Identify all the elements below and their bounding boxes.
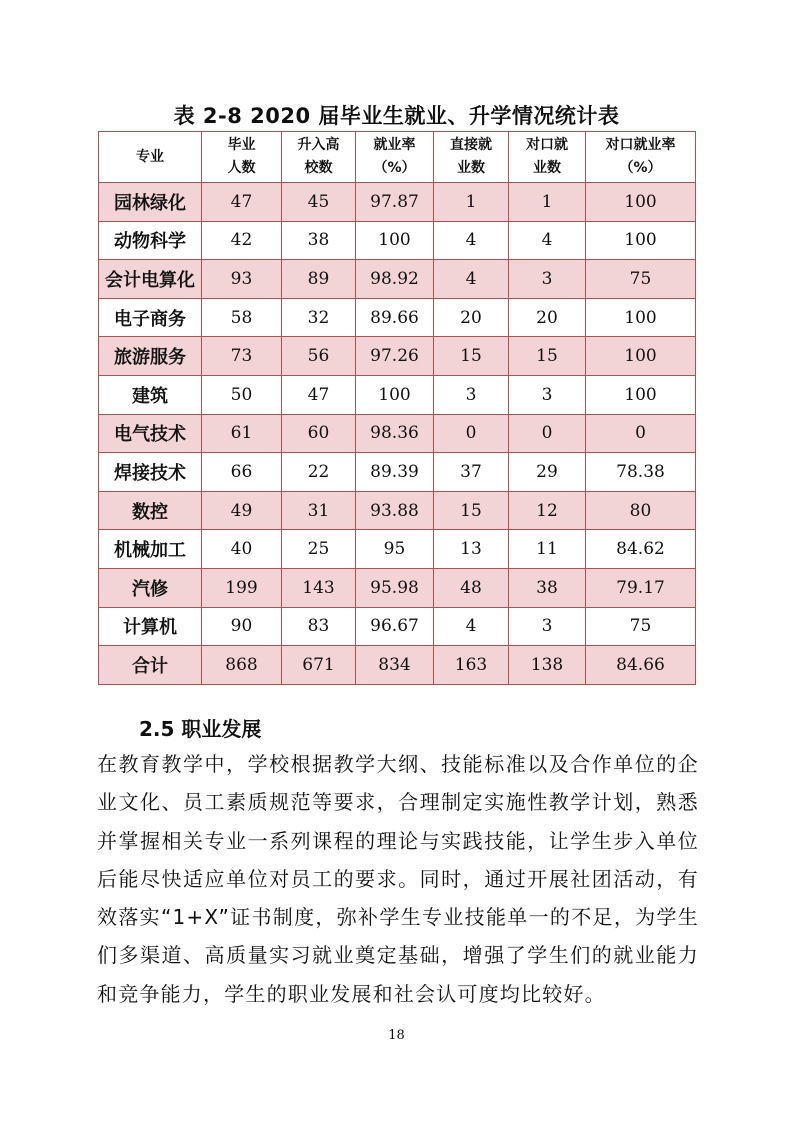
table-row <box>99 530 696 569</box>
table-cell: 83 <box>282 607 356 646</box>
table-cell: 38 <box>282 221 356 260</box>
table-cell: 3 <box>434 375 509 414</box>
body-paragraph: 在教育教学中，学校根据教学大纲、技能标准以及合作单位的企业文化、员工素质规范等要求，合理制定实施性教学计划，熟悉并掌握相关专业一系列课程的理论与实践技能，让学生步入单位后能尽快适应单位对员工的要求。同时，通过开展社团活动，有效落实“1+X”证书制度，弥补学生专业技能单一的不足，为学生们多渠道、高质量实习就业奠定基础，增强了学生们的就业能力和竞争能力，学生的职业发展和社会认可度均比较好。 <box>97 752 699 1006</box>
table-header-row <box>99 132 696 183</box>
table-cell: 100 <box>586 298 696 337</box>
row-major-name: 会计电算化 <box>99 260 202 299</box>
table-cell: 90 <box>202 607 282 646</box>
table-cell: 45 <box>282 183 356 222</box>
table-cell: 42 <box>202 221 282 260</box>
table-cell: 143 <box>282 568 356 607</box>
section-heading: 2.5 职业发展 <box>139 717 262 741</box>
table-cell: 15 <box>509 337 586 376</box>
row-major-name: 旅游服务 <box>99 337 202 376</box>
table-row <box>99 568 696 607</box>
row-major-name: 汽修 <box>99 568 202 607</box>
row-major-name: 机械加工 <box>99 530 202 569</box>
table-cell: 89.66 <box>356 298 434 337</box>
table-cell: 0 <box>586 414 696 453</box>
table-body <box>99 183 696 685</box>
table-cell: 98.92 <box>356 260 434 299</box>
row-major-name: 数控 <box>99 491 202 530</box>
table-cell: 95.98 <box>356 568 434 607</box>
table-cell: 47 <box>202 183 282 222</box>
table-row <box>99 491 696 530</box>
table-cell: 80 <box>586 491 696 530</box>
table-cell: 12 <box>509 491 586 530</box>
table-cell: 38 <box>509 568 586 607</box>
table-cell: 66 <box>202 453 282 492</box>
table-title: 表 2-8 2020 届毕业生就业、升学情况统计表 <box>173 104 620 128</box>
table-cell: 32 <box>282 298 356 337</box>
table-cell: 48 <box>434 568 509 607</box>
header-matched-employment: 对口就 业数 <box>509 132 586 183</box>
header-matched-rate: 对口就业率 （%） <box>586 132 696 183</box>
table-cell: 11 <box>509 530 586 569</box>
table-cell: 3 <box>509 260 586 299</box>
table-cell: 78.38 <box>586 453 696 492</box>
table-cell: 671 <box>282 646 356 685</box>
table-cell: 25 <box>282 530 356 569</box>
table-cell: 834 <box>356 646 434 685</box>
table-row <box>99 414 696 453</box>
table-cell: 4 <box>509 221 586 260</box>
table-cell: 56 <box>282 337 356 376</box>
table-cell: 60 <box>282 414 356 453</box>
table-row <box>99 453 696 492</box>
row-major-name: 电子商务 <box>99 298 202 337</box>
table-cell: 15 <box>434 491 509 530</box>
table-cell: 20 <box>509 298 586 337</box>
table-cell: 40 <box>202 530 282 569</box>
table-cell: 3 <box>509 607 586 646</box>
table-cell: 96.67 <box>356 607 434 646</box>
table-cell: 0 <box>434 414 509 453</box>
table-cell: 100 <box>356 375 434 414</box>
table-cell: 97.26 <box>356 337 434 376</box>
table-row <box>99 221 696 260</box>
table-cell: 100 <box>356 221 434 260</box>
table-cell: 13 <box>434 530 509 569</box>
header-direct-employment: 直接就 业数 <box>434 132 509 183</box>
table-cell: 58 <box>202 298 282 337</box>
table-cell: 100 <box>586 337 696 376</box>
row-major-name: 合计 <box>99 646 202 685</box>
table-cell: 75 <box>586 260 696 299</box>
table-row <box>99 646 696 685</box>
table-cell: 95 <box>356 530 434 569</box>
table-cell: 100 <box>586 221 696 260</box>
table-cell: 84.66 <box>586 646 696 685</box>
table-cell: 1 <box>434 183 509 222</box>
table-cell: 0 <box>509 414 586 453</box>
table-cell: 84.62 <box>586 530 696 569</box>
row-major-name: 电气技术 <box>99 414 202 453</box>
table-cell: 73 <box>202 337 282 376</box>
table-cell: 61 <box>202 414 282 453</box>
table-cell: 93 <box>202 260 282 299</box>
table-row <box>99 337 696 376</box>
table-row <box>99 375 696 414</box>
table-row <box>99 607 696 646</box>
table-cell: 868 <box>202 646 282 685</box>
table-row <box>99 183 696 222</box>
table-cell: 1 <box>509 183 586 222</box>
table-row <box>99 298 696 337</box>
header-employment-rate: 就业率 （%） <box>356 132 434 183</box>
table-cell: 3 <box>509 375 586 414</box>
header-major: 专业 <box>99 132 202 183</box>
table-cell: 98.36 <box>356 414 434 453</box>
table-cell: 75 <box>586 607 696 646</box>
row-major-name: 焊接技术 <box>99 453 202 492</box>
header-further-study: 升入高 校数 <box>282 132 356 183</box>
row-major-name: 建筑 <box>99 375 202 414</box>
table-cell: 29 <box>509 453 586 492</box>
table-cell: 47 <box>282 375 356 414</box>
row-major-name: 园林绿化 <box>99 183 202 222</box>
table-cell: 163 <box>434 646 509 685</box>
table-cell: 79.17 <box>586 568 696 607</box>
table-cell: 37 <box>434 453 509 492</box>
row-major-name: 计算机 <box>99 607 202 646</box>
table-cell: 97.87 <box>356 183 434 222</box>
table-cell: 100 <box>586 375 696 414</box>
table-row <box>99 260 696 299</box>
table-cell: 4 <box>434 221 509 260</box>
table-cell: 100 <box>586 183 696 222</box>
page-number: 18 <box>388 1028 405 1043</box>
table-cell: 22 <box>282 453 356 492</box>
table-cell: 15 <box>434 337 509 376</box>
row-major-name: 动物科学 <box>99 221 202 260</box>
table-cell: 20 <box>434 298 509 337</box>
table-cell: 4 <box>434 607 509 646</box>
table-cell: 89 <box>282 260 356 299</box>
table-cell: 199 <box>202 568 282 607</box>
table-cell: 89.39 <box>356 453 434 492</box>
table-cell: 50 <box>202 375 282 414</box>
table-cell: 4 <box>434 260 509 299</box>
table-cell: 138 <box>509 646 586 685</box>
header-graduates: 毕业 人数 <box>202 132 282 183</box>
table-cell: 93.88 <box>356 491 434 530</box>
employment-stats-table <box>98 131 696 685</box>
table-cell: 49 <box>202 491 282 530</box>
table-cell: 31 <box>282 491 356 530</box>
